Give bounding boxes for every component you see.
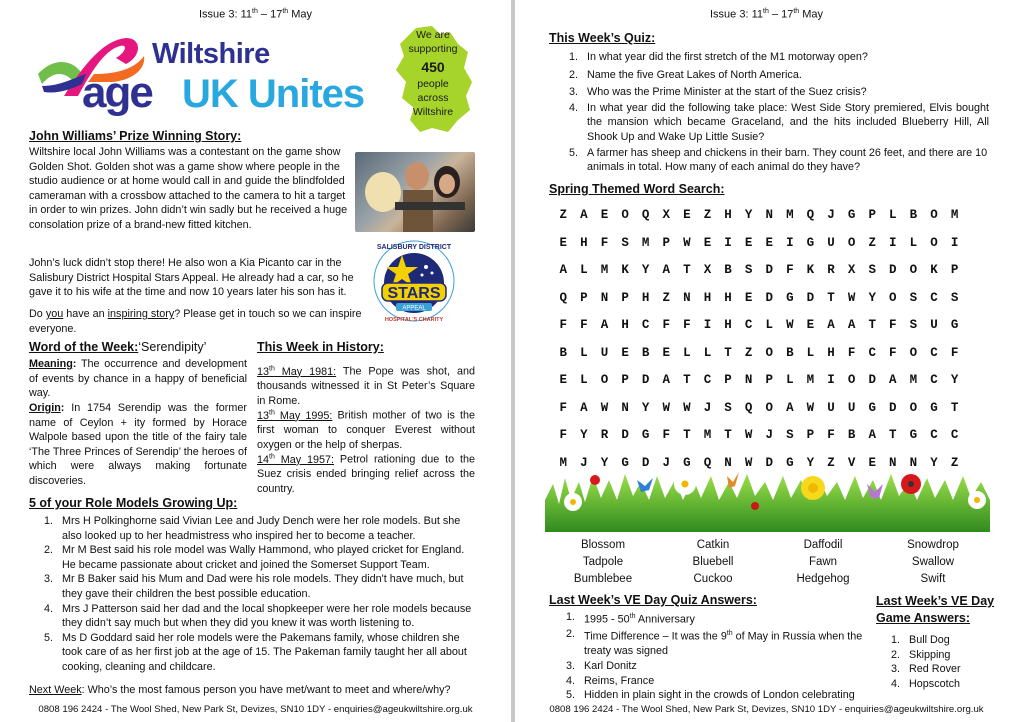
word-search-letter[interactable]: F xyxy=(889,345,897,360)
word-item: Swallow xyxy=(911,555,955,568)
word-search-letter[interactable]: V xyxy=(847,455,856,470)
list-item: 3. Red Rover xyxy=(891,663,961,676)
word-search-letter[interactable]: F xyxy=(559,318,568,332)
stars-appeal-icon xyxy=(368,237,460,325)
word-search-letter[interactable]: Y xyxy=(950,373,959,387)
word-search-letter[interactable]: W xyxy=(744,428,753,442)
word-search-letter[interactable]: Q xyxy=(641,208,650,222)
word-search-letter[interactable]: W xyxy=(806,400,815,415)
word-search-letter[interactable]: F xyxy=(662,428,671,442)
word-search-letter[interactable]: F xyxy=(827,428,835,442)
word-search-letter[interactable]: E xyxy=(662,345,671,360)
word-search-letter[interactable]: Z xyxy=(744,345,753,360)
word-search-letter[interactable]: M xyxy=(806,373,815,387)
word-search-letter[interactable]: A xyxy=(786,400,794,415)
word-search-letter[interactable]: L xyxy=(580,373,588,387)
svg-text:STARS: STARS xyxy=(387,285,441,302)
word-search-letter[interactable]: D xyxy=(806,290,815,305)
word-origin: Origin: In 1754 Serendip was the former name of Ceylon + ity formed by Horace Walpole based upon the title of the fairy tale ‘The Three Princes of Serendip’ the heroes of which were always making fortunate discoveries. xyxy=(29,402,247,487)
issue-header: Issue 3: 11th – 17th May xyxy=(710,8,823,21)
word-search-letter[interactable]: Y xyxy=(806,455,815,470)
next-week: Next Week: Who’s the most famous person you have met/want to meet and where/why? xyxy=(29,684,451,696)
word-search-letter[interactable]: L xyxy=(580,263,588,277)
word-search-letter[interactable]: P xyxy=(868,208,876,222)
list-item: 1. In what year did the first stretch of the M1 motorway open? xyxy=(569,51,868,63)
word-search-letter[interactable]: M xyxy=(950,208,959,222)
word-search-letter[interactable]: W xyxy=(847,290,856,305)
ve-quiz-heading: Last Week’s VE Day Quiz Answers: xyxy=(549,593,757,607)
word-search-letter[interactable]: O xyxy=(930,235,938,250)
word-search-letter[interactable]: C xyxy=(930,428,938,442)
word-search-letter[interactable]: O xyxy=(909,345,918,360)
word-search-letter[interactable]: O xyxy=(765,400,773,415)
word-search-letter[interactable]: P xyxy=(621,373,629,387)
word-search-row xyxy=(548,346,964,374)
word-search-letter[interactable]: O xyxy=(909,263,918,277)
story-para-1: Wiltshire local John Williams was a contestant on the game show Golden Shot. Golden shot was a game show where people in the studio audience or at home would call in and guide the blindfolded cameraman with a crossbow attached to the camera to hit a target in order to win prizes. John didn’t win sadly but he received a huge consolation prize of a brand-new fitted kitchen. xyxy=(29,146,348,231)
word-item: Hedgehog xyxy=(796,572,850,585)
list-item: 4. In what year did the following take place: West Side Story premiered, Elvis bought the mansion which became Graceland, and the hits included Blueberry Hill, All Shook Up and Wake Up Little Susie? xyxy=(569,101,989,143)
word-search-letter[interactable]: Z xyxy=(868,235,876,250)
spring-grass-banner xyxy=(545,470,990,532)
quiz-heading: This Week’s Quiz: xyxy=(549,31,656,45)
word-item: Fawn xyxy=(808,555,838,568)
word-search-row xyxy=(548,263,964,291)
list-item: 1. 1995 - 50th Anniversary xyxy=(566,611,695,626)
word-search-letter[interactable]: A xyxy=(847,318,856,332)
word-search-letter[interactable]: U xyxy=(930,318,938,332)
word-search-letter[interactable]: O xyxy=(621,208,629,222)
word-search-letter[interactable]: A xyxy=(580,208,588,222)
word-search-letter[interactable]: B xyxy=(909,208,918,222)
word-search-letter[interactable]: T xyxy=(868,318,876,332)
word-search-letter[interactable]: C xyxy=(930,345,938,360)
word-search-letter[interactable]: P xyxy=(662,235,671,250)
word-search-letter[interactable]: M xyxy=(641,235,650,250)
word-search-letter[interactable]: D xyxy=(765,263,773,277)
word-search-letter[interactable]: D xyxy=(868,373,876,387)
word-search-letter[interactable]: T xyxy=(724,345,732,360)
word-search-letter[interactable]: B xyxy=(724,263,732,277)
list-item: 3. Who was the Prime Minister at the start of the Suez crisis? xyxy=(569,86,867,99)
word-search-letter[interactable]: K xyxy=(930,263,938,277)
word-search-letter[interactable]: Z xyxy=(662,290,671,305)
word-search-letter[interactable]: N xyxy=(683,290,691,305)
word-search-word-list xyxy=(548,537,988,587)
word-search-letter[interactable]: A xyxy=(827,318,835,332)
list-item: 2. Skipping xyxy=(891,648,951,661)
word-search-letter[interactable]: X xyxy=(703,263,712,277)
word-search-letter[interactable]: L xyxy=(683,345,691,360)
word-search-letter[interactable]: O xyxy=(909,400,918,415)
word-item: Bluebell xyxy=(692,555,734,568)
logo-wiltshire-text: Wiltshire xyxy=(152,38,270,70)
word-search-letter[interactable]: S xyxy=(909,290,918,305)
word-search-letter[interactable]: S xyxy=(868,263,876,277)
svg-text:SALISBURY DISTRICT: SALISBURY DISTRICT xyxy=(376,244,452,251)
word-item: Daffodil xyxy=(803,539,843,551)
history-item-3: 14th May 1957: Petrol rationing due to the Suez crisis ended bringing relief across the country. xyxy=(257,453,475,495)
story-para-2: John’s luck didn’t stop there! He also won a Kia Picanto car in the Salisbury District Hospital Stars Appeal. He already had a car, so he gave it to his wife at the time and now 10 years later his son has it. xyxy=(29,257,354,299)
word-search-letter[interactable]: B xyxy=(559,345,568,360)
word-search-letter[interactable]: X xyxy=(847,263,856,277)
word-search-letter[interactable]: Y xyxy=(580,428,588,442)
word-search-letter[interactable]: E xyxy=(559,235,568,250)
list-item: 2. Time Difference – It was the 9th of May in Russia when the treaty was signed xyxy=(566,628,863,658)
word-search-letter[interactable]: D xyxy=(765,290,773,305)
word-search-letter[interactable]: X xyxy=(662,208,671,222)
list-item: 1. Mrs H Polkinghorne said Vivian Lee and Judy Dench were her role models. But she also looked up to her headmistress who inspired her to become a teacher. xyxy=(44,515,461,542)
word-search-row xyxy=(548,401,964,429)
word-search-letter[interactable]: Y xyxy=(930,455,938,470)
word-search-letter[interactable]: E xyxy=(621,345,629,360)
word-search-letter[interactable]: G xyxy=(847,208,856,222)
word-search-letter[interactable]: D xyxy=(641,373,650,387)
word-search-letter[interactable]: L xyxy=(909,235,918,250)
word-search-letter[interactable]: W xyxy=(744,455,753,470)
word-search-heading: Spring Themed Word Search: xyxy=(549,182,725,196)
word-search-letter[interactable]: P xyxy=(724,373,732,387)
word-search-letter[interactable]: W xyxy=(683,400,691,415)
word-search-letter[interactable]: C xyxy=(930,373,938,387)
word-search-letter[interactable]: W xyxy=(786,318,794,332)
word-search-letter[interactable]: F xyxy=(847,345,856,360)
word-search-letter[interactable]: O xyxy=(847,235,856,250)
history-item-2: 13th May 1995: British mother of two is the first woman to conquer Everest without oxygen or the help of sherpas. xyxy=(257,409,475,451)
word-search-letter[interactable]: I xyxy=(786,235,794,250)
story-heading: John Williams’ Prize Winning Story: xyxy=(29,129,242,143)
word-search-letter[interactable]: H xyxy=(703,290,712,305)
word-search-letter[interactable]: B xyxy=(786,345,794,360)
word-search-letter[interactable]: T xyxy=(889,428,897,442)
word-search-letter[interactable]: O xyxy=(930,208,938,222)
word-search-letter[interactable]: N xyxy=(600,290,609,305)
word-search-letter[interactable]: J xyxy=(827,208,835,222)
word-search-letter[interactable]: G xyxy=(930,400,938,415)
word-search-letter[interactable]: S xyxy=(909,318,918,332)
word-search-letter[interactable]: A xyxy=(889,373,897,387)
word-search-letter[interactable]: Q xyxy=(559,290,568,305)
word-search-letter[interactable]: T xyxy=(827,290,835,305)
list-item: 4. Mrs J Patterson said her dad and the local shopkeeper were her role models because they didn’t say much but when they did you knew it was worth listening to. xyxy=(44,602,472,630)
list-item: 2. Name the five Great Lakes of North America. xyxy=(569,68,802,81)
word-search-letter[interactable]: F xyxy=(786,263,794,277)
word-search-letter[interactable]: Q xyxy=(744,400,753,415)
list-item: 4. Hopscotch xyxy=(891,677,961,690)
word-search-letter[interactable]: B xyxy=(847,428,856,442)
word-search-letter[interactable]: U xyxy=(827,235,835,250)
word-search-letter[interactable]: T xyxy=(683,428,691,442)
word-search-letter[interactable]: L xyxy=(703,345,712,360)
word-search-letter[interactable]: W xyxy=(662,400,671,415)
word-search-letter[interactable]: S xyxy=(744,263,753,277)
word-search-letter[interactable]: P xyxy=(580,290,588,305)
word-search-letter[interactable]: Y xyxy=(868,290,876,305)
history-item-1: 13th May 1981: The Pope was shot, and thousands witnessed it in St Peter’s Square in Rome. xyxy=(257,365,475,407)
word-search-letter[interactable]: E xyxy=(559,373,568,387)
word-search-letter[interactable]: G xyxy=(868,400,876,415)
svg-text:APPEAL: APPEAL xyxy=(402,305,426,312)
word-search-letter[interactable]: E xyxy=(744,235,753,250)
ve-quiz-answers-list xyxy=(566,610,866,703)
word-search-letter[interactable]: A xyxy=(559,263,568,277)
word-search-letter[interactable]: H xyxy=(724,208,732,222)
word-search-letter[interactable]: N xyxy=(889,455,897,470)
word-search-letter[interactable]: P xyxy=(806,428,815,442)
word-search-letter[interactable]: G xyxy=(683,455,691,470)
word-search-letter[interactable]: G xyxy=(641,428,650,442)
word-search-letter[interactable]: T xyxy=(683,263,691,277)
age-uk-wiltshire-logo xyxy=(34,32,374,120)
word-search-letter[interactable]: M xyxy=(600,263,609,277)
word-search-letter[interactable]: G xyxy=(786,455,794,470)
word-search-letter[interactable]: U xyxy=(600,345,609,360)
word-search-letter[interactable]: A xyxy=(662,373,671,387)
footer-contact: 0808 196 2424 - The Wool Shed, New Park St, Devizes, SN10 1DY - enquiries@ageukwiltshire.org.uk xyxy=(549,704,984,715)
word-search-letter[interactable]: C xyxy=(950,428,959,442)
supporting-badge: We are supporting 450 people across Wiltshire xyxy=(388,24,478,132)
word-search-letter[interactable]: T xyxy=(724,428,732,442)
people-photo-icon xyxy=(355,152,475,232)
word-item: Bumblebee xyxy=(573,572,633,585)
ladybird-icon xyxy=(751,502,759,510)
word-search-letter[interactable]: D xyxy=(765,455,773,470)
history-heading: This Week in History: xyxy=(257,340,384,354)
word-search-letter[interactable]: I xyxy=(827,373,835,387)
word-search-letter[interactable]: Z xyxy=(703,208,712,222)
issue-header: Issue 3: 11th – 17th May xyxy=(199,8,312,21)
list-item: 3. Mr B Baker said his Mum and Dad were his role models. They didn't have much, but they gave their children the best possible education. xyxy=(44,573,464,600)
word-search-letter[interactable]: M xyxy=(909,373,918,387)
word-search-letter[interactable]: G xyxy=(806,235,815,250)
word-search-letter[interactable]: D xyxy=(621,428,629,442)
word-search-letter[interactable]: C xyxy=(744,318,753,332)
word-search-letter[interactable]: G xyxy=(786,290,794,305)
word-search-letter[interactable]: L xyxy=(786,373,794,387)
word-search-letter[interactable]: M xyxy=(559,455,568,470)
word-search-letter[interactable]: I xyxy=(950,235,959,250)
word-meaning: Meaning: The occurrence and development of events by chance in a happy of beneficial way. xyxy=(29,358,247,400)
word-search-row xyxy=(548,208,964,236)
word-search-letter[interactable]: R xyxy=(827,263,835,277)
word-search-letter[interactable]: O xyxy=(847,373,856,387)
word-search-letter[interactable]: E xyxy=(868,455,876,470)
word-search-letter[interactable]: K xyxy=(621,263,629,277)
word-search-letter[interactable]: J xyxy=(765,428,773,442)
word-search-letter[interactable]: U xyxy=(847,400,856,415)
word-search-letter[interactable]: Y xyxy=(641,400,650,415)
word-search-letter[interactable]: Q xyxy=(806,208,815,222)
word-search-letter[interactable]: H xyxy=(641,290,650,305)
word-search-letter[interactable]: H xyxy=(827,345,835,360)
word-search-letter[interactable]: G xyxy=(909,428,918,442)
word-search-letter[interactable]: P xyxy=(950,263,959,277)
word-search-letter[interactable]: F xyxy=(662,318,671,332)
word-search-letter[interactable]: Y xyxy=(641,263,650,277)
word-search-letter[interactable]: S xyxy=(950,290,959,305)
word-search-letter[interactable]: E xyxy=(600,208,609,222)
word-search-letter[interactable]: J xyxy=(580,455,588,470)
story-cta: Do you have an inspiring story? Please get in touch so we can inspire everyone. xyxy=(29,308,362,335)
word-search-letter[interactable]: E xyxy=(806,318,815,332)
word-search-letter[interactable]: F xyxy=(600,235,609,250)
word-item: Blossom xyxy=(580,539,626,551)
word-search-letter[interactable]: A xyxy=(580,400,588,415)
word-search-letter[interactable]: F xyxy=(559,428,568,442)
word-search-letter[interactable]: Z xyxy=(950,455,959,470)
word-search-letter[interactable]: T xyxy=(950,400,959,415)
word-search-letter[interactable]: H xyxy=(724,318,732,332)
word-item: Cuckoo xyxy=(693,572,733,585)
footer-contact: 0808 196 2424 - The Wool Shed, New Park St, Devizes, SN10 1DY - enquiries@ageukwiltshire.org.uk xyxy=(38,704,473,715)
word-search-letter[interactable]: H xyxy=(621,318,629,332)
word-search-letter[interactable]: K xyxy=(806,263,815,277)
word-search-row xyxy=(548,291,964,319)
word-search-letter[interactable]: D xyxy=(641,455,650,470)
word-search-letter[interactable]: L xyxy=(765,318,773,332)
word-search-row xyxy=(548,318,964,346)
word-item: Catkin xyxy=(696,539,730,551)
word-item: Tadpole xyxy=(582,555,624,568)
word-search-letter[interactable]: Z xyxy=(559,208,568,222)
supporting-count: 450 xyxy=(421,58,445,75)
word-search-letter[interactable]: W xyxy=(683,235,691,250)
word-search-letter[interactable]: Y xyxy=(744,208,753,222)
word-search-letter[interactable]: O xyxy=(765,345,773,360)
word-search-letter[interactable]: A xyxy=(600,318,609,332)
quiz-list xyxy=(569,50,989,175)
list-item: 5. A farmer has sheep and chickens in their barn. They count 26 feet, and there are 10 animals in total. How many of each animal do they have? xyxy=(569,146,988,174)
word-search-letter[interactable]: E xyxy=(703,235,712,250)
word-search-letter[interactable]: R xyxy=(600,428,609,442)
word-search-letter[interactable]: N xyxy=(765,208,773,222)
word-search-letter[interactable]: D xyxy=(889,263,897,277)
list-item: 5. Ms D Goddard said her role models were the Pakemans family, whose children she took care of as her first job at the age of 15. The Pakeman family taught her all about cooking, cleaning and childcare. xyxy=(44,631,467,673)
word-search-letter[interactable]: M xyxy=(703,428,712,442)
list-item: 3. Karl Donitz xyxy=(566,659,637,672)
stars-appeal-logo xyxy=(368,237,460,325)
word-search-letter[interactable]: I xyxy=(889,235,897,250)
word-item: Swift xyxy=(920,572,946,585)
butterfly-icon xyxy=(727,472,739,488)
word-search-letter[interactable]: F xyxy=(683,318,691,332)
word-search-letter[interactable]: S xyxy=(786,428,794,442)
word-search-letter[interactable]: J xyxy=(662,455,671,470)
word-search-letter[interactable]: E xyxy=(683,208,691,222)
word-search-letter[interactable]: O xyxy=(889,290,897,305)
word-search-letter[interactable]: N xyxy=(621,400,629,415)
word-search-letter[interactable]: Y xyxy=(600,455,609,470)
role-models-list xyxy=(44,514,476,675)
word-search-letter[interactable]: S xyxy=(621,235,629,250)
word-search-letter[interactable]: P xyxy=(765,373,773,387)
ve-game-answers-list xyxy=(891,633,1011,691)
word-search-letter[interactable]: C xyxy=(641,318,650,332)
word-search-letter[interactable]: F xyxy=(559,400,568,415)
word-search-letter[interactable]: F xyxy=(889,318,897,332)
logo-age-text: age xyxy=(82,68,152,117)
word-search-letter[interactable]: N xyxy=(909,455,918,470)
word-item: Snowdrop xyxy=(907,539,959,551)
word-search-letter[interactable]: E xyxy=(744,290,753,305)
word-search-letter[interactable]: O xyxy=(600,373,609,387)
list-item: 5. Hidden in plain sight in the crowds of London celebrating xyxy=(566,689,855,702)
list-item: 2. Mr M Best said his role model was Wally Hammond, who played cricket for England. He became passionate about cricket and joined the Somerset Support Team. xyxy=(44,544,465,571)
word-search-letter[interactable]: N xyxy=(724,455,732,470)
word-search-letter[interactable]: H xyxy=(724,290,732,305)
word-search-letter[interactable]: G xyxy=(621,455,629,470)
word-search-letter[interactable]: C xyxy=(703,373,712,387)
word-search-letter[interactable]: C xyxy=(868,345,876,360)
word-search-letter[interactable]: W xyxy=(600,400,609,415)
word-search-letter[interactable]: J xyxy=(703,400,712,415)
word-search-letter[interactable]: E xyxy=(765,235,773,250)
word-search-letter[interactable]: F xyxy=(950,345,959,360)
inspiring-story-link[interactable]: inspiring story xyxy=(107,308,175,320)
word-search-letter[interactable]: Q xyxy=(703,455,712,470)
word-of-week-heading: Word of the Week:‘Serendipity’ xyxy=(29,340,207,354)
golden-shot-photo xyxy=(355,152,475,232)
word-search-letter[interactable]: B xyxy=(641,345,650,360)
word-search-row xyxy=(548,373,964,401)
word-search-letter[interactable]: L xyxy=(889,208,897,222)
word-search-letter[interactable]: S xyxy=(724,400,732,415)
word-search-row xyxy=(548,236,964,264)
ve-game-heading: Last Week’s VE Day Game Answers: xyxy=(876,594,995,625)
word-search-letter[interactable]: A xyxy=(868,428,876,442)
word-search-letter[interactable]: L xyxy=(580,345,588,360)
word-search-letter[interactable]: Z xyxy=(827,455,835,470)
word-search-letter[interactable]: A xyxy=(662,263,671,277)
word-search-letter[interactable]: N xyxy=(744,373,753,387)
word-search-letter[interactable]: H xyxy=(580,235,588,250)
list-item: 1. Bull Dog xyxy=(891,634,950,646)
poppy-icon xyxy=(590,475,600,485)
word-search-row xyxy=(548,428,964,456)
word-search-letter[interactable]: G xyxy=(950,318,959,332)
list-item: 4. Reims, France xyxy=(566,674,655,687)
logo-uk-unites-text: UK Unites xyxy=(182,72,365,116)
word-search-letter[interactable]: F xyxy=(580,318,588,332)
word-search-letter[interactable]: D xyxy=(889,400,897,415)
word-search-letter[interactable]: I xyxy=(703,318,712,332)
word-search-letter[interactable]: U xyxy=(827,400,835,415)
word-search-letter[interactable]: M xyxy=(786,208,794,222)
word-search-letter[interactable]: C xyxy=(930,290,938,305)
word-search-grid xyxy=(548,208,968,483)
svg-text:HOSPITAL'S CHARITY: HOSPITAL'S CHARITY xyxy=(384,317,444,323)
word-search-letter[interactable]: L xyxy=(806,345,815,360)
word-search-letter[interactable]: T xyxy=(683,373,691,387)
role-models-heading: 5 of your Role Models Growing Up: xyxy=(29,496,238,510)
word-search-letter[interactable]: P xyxy=(621,290,629,305)
word-search-letter[interactable]: I xyxy=(724,235,732,250)
